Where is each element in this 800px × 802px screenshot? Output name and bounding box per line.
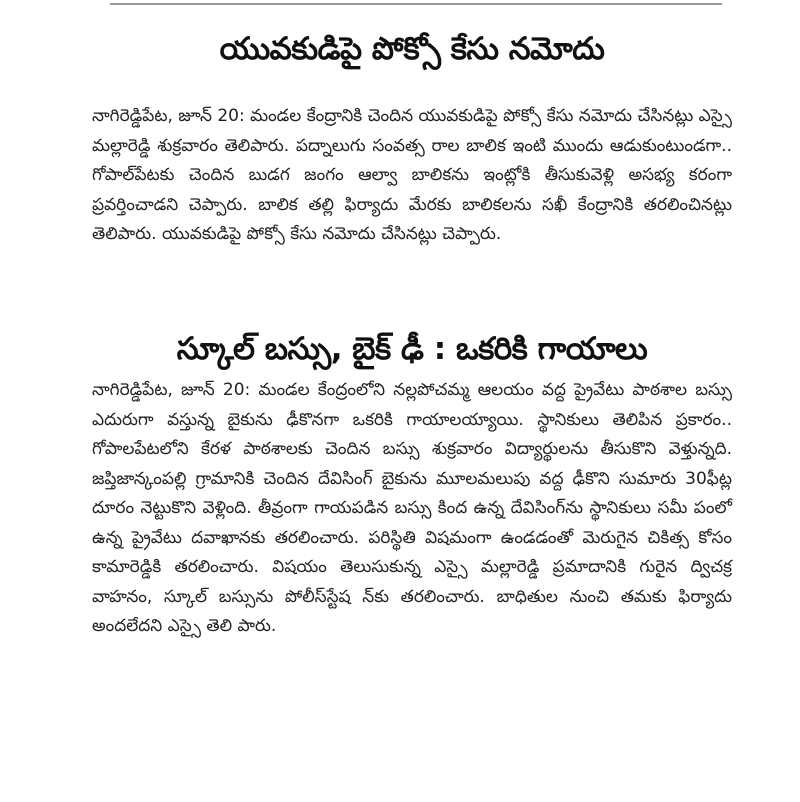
news-article-pocso-case — [92, 26, 732, 250]
article-headline: స్కూల్ బస్సు, బైక్ ఢీ : ఒకరికి గాయాలు — [176, 331, 648, 367]
article-body: నాగిరెడ్డిపేట, జూన్ 20: మండల కేంద్రంలోని నల్లపోచమ్మ ఆలయం వద్ద ప్రైవేటు పాఠశాల బస్సు ఎదురుగా వస్తున్న బైకును ఢీకొనగా ఒకరికి గాయాలయ్యాయి. స్థానికులు తెలిపిన ప్రకారం.. గోపాలపేటలోని కేరళ పాఠశాలకు చెందిన బస్సు శుక్రవారం విద్యార్థులను తీసుకొని వెళ్తున్నది. జప్తిజాన్కంపల్లి గ్రామానికి చెందిన దేవిసింగ్ బైకును మూలమలుపు వద్ద ఢీకొని సుమారు 30ఫీట్ల దూరం నెట్టుకొని వెళ్లింది. తీవ్రంగా గాయపడిన బస్సు కింద ఉన్న దేవిసింగ్‌ను స్థానికులు సమీ పంలో ఉన్న ప్రైవేటు దవాఖానకు తరలించారు. పరిస్థితి విషమంగా ఉండడంతో మెరుగైన చికిత్స కోసం కామారెడ్డికి తరలించారు. విషయం తెలుసుకున్న ఎస్సై మల్లారెడ్డి ప్రమాదానికి గురైన ద్విచక్ర వాహనం, స్కూల్ బస్సును పోలీస్‌స్టేష న్‌కు తరలించారు. బాధితుల నుంచి తమకు ఫిర్యాదు అందలేదని ఎస్సై తెలి పారు. — [92, 380, 732, 636]
news-article-bus-accident — [92, 326, 732, 642]
top-divider — [110, 3, 722, 5]
article-body: నాగిరెడ్డిపేట, జూన్ 20: మండల కేంద్రానికి చెందిన యువకుడిపై పోక్సో కేసు నమోదు చేసినట్లు ఎస్సై మల్లారెడ్డి శుక్రవారం తెలిపారు. పద్నాలుగు సంవత్స రాల బాలిక ఇంటి ముందు ఆడుకుంటుండగా.. గోపాల్‌పేటకు చెందిన బుడగ జంగం ఆల్వా బాలికను ఇంట్లోకి తీసుకువెళ్లి అసభ్య కరంగా ప్రవర్తించాడని చెప్పారు. బాలిక తల్లి ఫిర్యాదు మేరకు బాలికలను సఖీ కేంద్రానికి తరలించినట్లు తెలిపారు. యువకుడిపై పోక్సో కేసు నమోదు చేసినట్లు చెప్పారు. — [92, 106, 732, 244]
article-headline: యువకుడిపై పోక్సో కేసు నమోదు — [219, 31, 605, 67]
